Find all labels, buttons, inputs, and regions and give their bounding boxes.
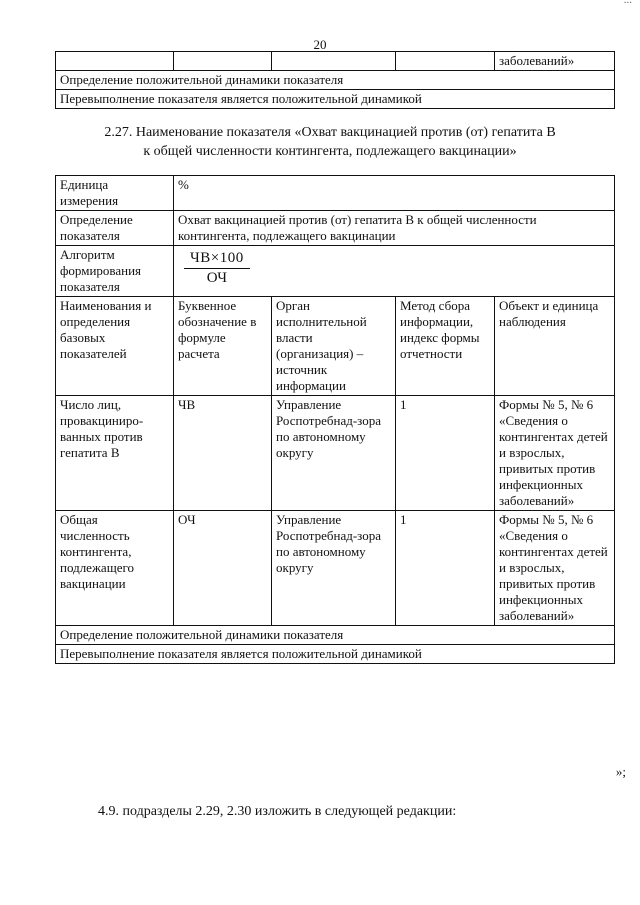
algorithm-label: Алгоритм формирования показателя	[56, 246, 174, 297]
heading-line-1: 2.27. Наименование показателя «Охват вакцинацией против (от) гепатита В	[104, 125, 556, 140]
row-name: Число лиц, провакциниро-ванных против гепатита В	[56, 396, 174, 511]
positive-dynamics-definition: Определение положительной динамики показателя	[56, 626, 615, 645]
definition-value: Охват вакцинацией против (от) гепатита В к общей численности контингента, подлежащего вакцинации	[174, 211, 615, 246]
unit-label: Единица измерения	[56, 176, 174, 211]
row-symbol: ОЧ	[174, 511, 272, 626]
corner-mark: ...	[623, 0, 632, 6]
table-row	[56, 71, 615, 90]
table-row	[56, 626, 615, 645]
table-row	[56, 396, 615, 511]
row-symbol: ЧВ	[174, 396, 272, 511]
row-source: Управление Роспотребнад-зора по автономному округу	[272, 511, 396, 626]
table-row	[56, 246, 615, 297]
table-cell	[272, 52, 396, 71]
formula-numerator: ЧВ×100	[184, 249, 250, 269]
row-name: Общая численность контингента, подлежащего вакцинации	[56, 511, 174, 626]
formula-cell	[174, 246, 615, 297]
continuation-table	[55, 51, 615, 109]
row-method: 1	[396, 511, 495, 626]
section-heading	[60, 123, 600, 161]
table-row	[56, 211, 615, 246]
header-method: Метод сбора информации, индекс формы отчетности	[396, 297, 495, 396]
table-row	[56, 511, 615, 626]
formula-denominator: ОЧ	[206, 270, 227, 286]
table-row	[56, 176, 615, 211]
continuation-cell: заболеваний»	[495, 52, 615, 71]
formula	[184, 249, 250, 288]
table-cell	[174, 52, 272, 71]
page-number: 20	[313, 37, 327, 52]
table-header-row	[56, 297, 615, 396]
table-row	[56, 52, 615, 71]
unit-value: %	[174, 176, 615, 211]
table-row	[56, 645, 615, 664]
definition-label: Определение показателя	[56, 211, 174, 246]
header-source: Орган исполнительной власти (организация) – источник информации	[272, 297, 396, 396]
row-source: Управление Роспотребнад-зора по автономному округу	[272, 396, 396, 511]
heading-line-2: к общей численности контингента, подлежащего вакцинации»	[143, 144, 517, 159]
table-cell	[396, 52, 495, 71]
header-name: Наименования и определения базовых показателей	[56, 297, 174, 396]
closing-quote: »;	[615, 764, 626, 779]
overfulfillment-note: Перевыполнение показателя является положительной динамикой	[56, 645, 615, 664]
header-symbol: Буквенное обозначение в формуле расчета	[174, 297, 272, 396]
overfulfillment-note: Перевыполнение показателя является положительной динамикой	[56, 90, 615, 109]
paragraph-4-9: 4.9. подразделы 2.29, 2.30 изложить в следующей редакции:	[98, 804, 457, 819]
header-object: Объект и единица наблюдения	[495, 297, 615, 396]
indicator-table	[55, 175, 615, 664]
positive-dynamics-definition: Определение положительной динамики показателя	[56, 71, 615, 90]
row-object: Формы № 5, № 6 «Сведения о контингентах детей и взрослых, привитых против инфекционных заболеваний»	[495, 396, 615, 511]
row-method: 1	[396, 396, 495, 511]
table-cell	[56, 52, 174, 71]
row-object: Формы № 5, № 6 «Сведения о контингентах детей и взрослых, привитых против инфекционных заболеваний»	[495, 511, 615, 626]
table-row	[56, 90, 615, 109]
